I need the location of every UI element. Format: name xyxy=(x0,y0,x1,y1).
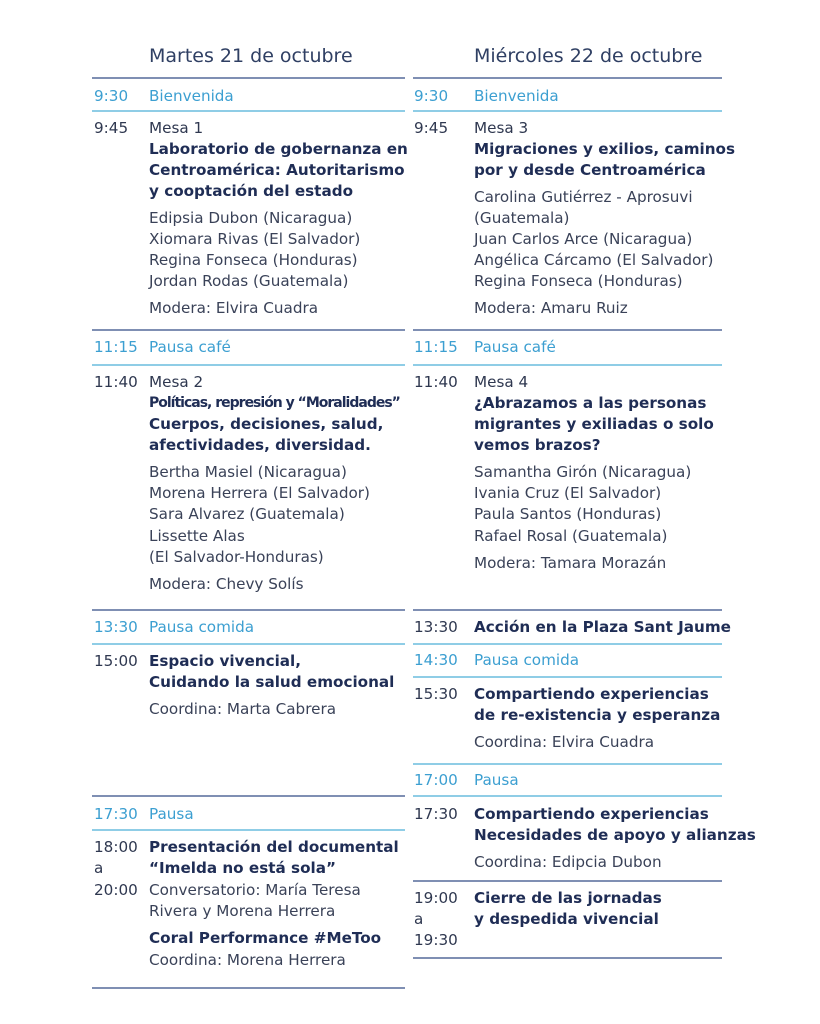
divider xyxy=(413,676,722,678)
session-title: “Imelda no está sola” xyxy=(149,859,336,877)
session-time-separator: a xyxy=(94,859,104,877)
divider xyxy=(413,880,722,882)
session-time: 15:00 xyxy=(94,652,138,670)
performance-title: Coral Performance #MeToo xyxy=(149,929,382,947)
panelist: Regina Fonseca (Honduras) xyxy=(474,272,683,290)
session-time: 11:15 xyxy=(414,338,458,356)
session-label: Mesa 3 xyxy=(474,119,529,137)
session-title: Cuidando la salud emocional xyxy=(149,673,395,691)
panelist: Regina Fonseca (Honduras) xyxy=(149,251,358,269)
tuesday-title: Martes 21 de octubre xyxy=(149,45,353,67)
session-time: 11:40 xyxy=(94,373,138,391)
session-title: afectividades, diversidad. xyxy=(149,436,371,454)
moderator: Modera: Amaru Ruiz xyxy=(474,299,628,317)
session-label: Pausa comida xyxy=(474,651,580,669)
divider xyxy=(413,110,722,112)
session-title: Compartiendo experiencias xyxy=(474,685,709,703)
session-time: 9:30 xyxy=(414,87,449,105)
session-time: 17:30 xyxy=(94,805,138,823)
talk-info: Conversatorio: María Teresa xyxy=(149,881,361,899)
divider xyxy=(92,77,405,79)
session-title: vemos brazos? xyxy=(474,436,601,454)
session-label: Mesa 2 xyxy=(149,373,204,391)
panelist: Ivania Cruz (El Salvador) xyxy=(474,484,662,502)
divider xyxy=(92,609,405,611)
session-time: 9:30 xyxy=(94,87,129,105)
panelist: Samantha Girón (Nicaragua) xyxy=(474,463,692,481)
moderator: Modera: Tamara Morazán xyxy=(474,554,667,572)
divider xyxy=(92,795,405,797)
divider xyxy=(413,763,722,765)
wednesday-title: Miércoles 22 de octubre xyxy=(474,45,703,67)
session-title: migrantes y exiliadas o solo xyxy=(474,415,714,433)
session-title: Acción en la Plaza Sant Jaume xyxy=(474,618,731,636)
divider xyxy=(413,957,722,959)
panelist: Morena Herrera (El Salvador) xyxy=(149,484,370,502)
session-time: 9:45 xyxy=(414,119,449,137)
session-time-separator: a xyxy=(414,910,424,928)
coordinator: Coordina: Morena Herrera xyxy=(149,951,346,969)
divider xyxy=(92,364,405,366)
divider xyxy=(92,987,405,989)
session-time-end: 19:30 xyxy=(414,931,458,949)
panelist: Xiomara Rivas (El Salvador) xyxy=(149,230,361,248)
divider xyxy=(92,110,405,112)
session-time: 11:40 xyxy=(414,373,458,391)
divider xyxy=(413,643,722,645)
session-label: Pausa xyxy=(474,771,519,789)
panelist: Carolina Gutiérrez - Aprosuvi xyxy=(474,188,693,206)
session-title: Cuerpos, decisiones, salud, xyxy=(149,415,384,433)
session-time-end: 20:00 xyxy=(94,881,138,899)
panelist: Paula Santos (Honduras) xyxy=(474,505,662,523)
session-title: Espacio vivencial, xyxy=(149,652,302,670)
session-time: 17:30 xyxy=(414,805,458,823)
session-title: y despedida vivencial xyxy=(474,910,659,928)
session-title: Migraciones y exilios, caminos xyxy=(474,140,736,158)
session-time-start: 19:00 xyxy=(414,889,458,907)
panelist: (Guatemala) xyxy=(474,209,570,227)
session-time: 14:30 xyxy=(414,651,458,669)
session-title: Compartiendo experiencias xyxy=(474,805,709,823)
session-label: Pausa café xyxy=(149,338,231,356)
session-time: 17:00 xyxy=(414,771,458,789)
session-title: ¿Abrazamos a las personas xyxy=(474,394,707,412)
panelist: Juan Carlos Arce (Nicaragua) xyxy=(474,230,693,248)
divider xyxy=(413,795,722,797)
session-time: 13:30 xyxy=(414,618,458,636)
divider xyxy=(413,364,722,366)
session-title: Presentación del documental xyxy=(149,838,399,856)
session-title: de re-existencia y esperanza xyxy=(474,706,721,724)
divider xyxy=(92,329,405,331)
session-label: Pausa café xyxy=(474,338,556,356)
panelist: Jordan Rodas (Guatemala) xyxy=(149,272,349,290)
session-label: Bienvenida xyxy=(149,87,234,105)
session-time: 15:30 xyxy=(414,685,458,703)
session-title: Políticas, represión y “Moralidades” xyxy=(149,395,400,411)
session-label: Mesa 1 xyxy=(149,119,204,137)
coordinator: Coordina: Marta Cabrera xyxy=(149,700,337,718)
session-title: Cierre de las jornadas xyxy=(474,889,662,907)
session-time: 13:30 xyxy=(94,618,138,636)
session-label: Mesa 4 xyxy=(474,373,529,391)
session-time-start: 18:00 xyxy=(94,838,138,856)
divider xyxy=(92,829,405,831)
divider xyxy=(413,329,722,331)
moderator: Modera: Elvira Cuadra xyxy=(149,299,319,317)
panelist: Edipsia Dubon (Nicaragua) xyxy=(149,209,353,227)
panelist: Sara Alvarez (Guatemala) xyxy=(149,505,345,523)
panelist: Angélica Cárcamo (El Salvador) xyxy=(474,251,714,269)
panelist: (El Salvador-Honduras) xyxy=(149,548,324,566)
coordinator: Coordina: Elvira Cuadra xyxy=(474,733,655,751)
panelist: Lissette Alas xyxy=(149,527,245,545)
coordinator: Coordina: Edipcia Dubon xyxy=(474,853,662,871)
panelist: Bertha Masiel (Nicaragua) xyxy=(149,463,347,481)
session-time: 9:45 xyxy=(94,119,129,137)
talk-info: Rivera y Morena Herrera xyxy=(149,902,336,920)
session-label: Bienvenida xyxy=(474,87,559,105)
session-time: 11:15 xyxy=(94,338,138,356)
divider xyxy=(413,609,722,611)
session-title: Necesidades de apoyo y alianzas xyxy=(474,826,756,844)
session-title: Laboratorio de gobernanza en xyxy=(149,140,408,158)
panelist: Rafael Rosal (Guatemala) xyxy=(474,527,668,545)
session-label: Pausa comida xyxy=(149,618,255,636)
moderator: Modera: Chevy Solís xyxy=(149,575,304,593)
session-label: Pausa xyxy=(149,805,194,823)
session-title: y cooptación del estado xyxy=(149,182,354,200)
session-title: Centroamérica: Autoritarismo xyxy=(149,161,405,179)
divider xyxy=(413,77,722,79)
divider xyxy=(92,643,405,645)
session-title: por y desde Centroamérica xyxy=(474,161,706,179)
